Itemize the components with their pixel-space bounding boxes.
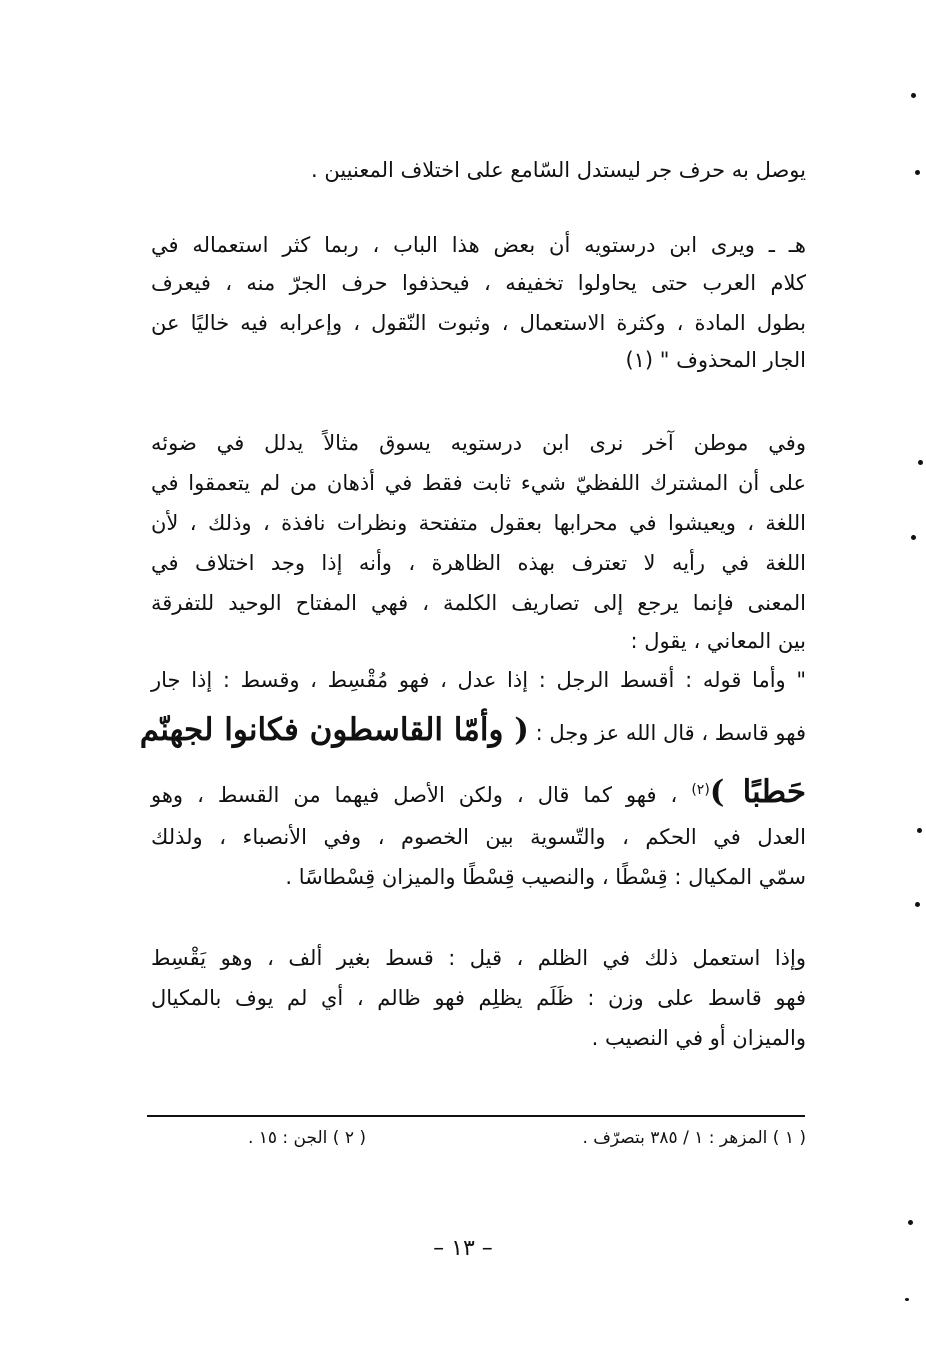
page-number: – ١٣ – — [433, 1236, 493, 1261]
quote-prefix: فهو قاسط ، قال الله عز وجل : — [535, 721, 806, 745]
scan-speck — [918, 460, 923, 465]
quote-line: " وأما قوله : أقسط الرجل : إذا عدل ، فهو مُقْسِط ، وقسط : إذا جار — [151, 668, 806, 692]
scan-speck — [911, 93, 916, 98]
footnote-ref-2: (٢) — [691, 782, 710, 798]
quote-verse-line — [139, 712, 806, 748]
paragraph-zulm-line: والميزان أو في النصيب . — [591, 1026, 806, 1050]
scan-speck — [915, 170, 920, 175]
quote-line: سمّي المكيال : قِسْطًا ، والنصيب قِسْطًا والميزان قِسْطاسًا . — [285, 865, 806, 889]
quote-verse-line-2 — [151, 775, 806, 810]
paragraph-other-line: وفي موطن آخر نرى ابن درستويه يسوق مثالاً يدلل في ضوئه — [151, 431, 806, 455]
paragraph-zulm-line: فهو قاسط على وزن : ظَلَم يظلِم فهو ظالم ، أي لم يوف بالمكيال — [151, 986, 806, 1010]
paragraph-he-line: بطول المادة ، وكثرة الاستعمال ، وثبوت النّقول ، وإعرابه فيه خاليًا عن — [151, 311, 806, 335]
paragraph-other-line: المعنى فإنما يرجع إلى تصاريف الكلمة ، فهي المفتاح الوحيد للتفرقة — [151, 591, 806, 615]
scan-speck — [917, 828, 922, 833]
quote-line: العدل في الحكم ، والتّسوية بين الخصوم ، وفي الأنصباء ، ولذلك — [151, 825, 806, 849]
scan-speck — [905, 1298, 909, 1301]
quran-verse-part1: ( وأمّا القاسطون فكانوا لجهنّم — [139, 712, 529, 748]
paragraph-other-line: اللغة ، ويعيشوا في محرابها بعقول متفتحة ونظرات نافذة ، وذلك ، لأن — [151, 511, 806, 535]
quote-continuation: ، فهو كما قال ، ولكن الأصل فيهما من القسط ، وهو — [151, 783, 678, 807]
paragraph-other-line: بين المعاني ، يقول : — [630, 629, 806, 653]
paragraph-other-line: اللغة في رأيه لا تعترف بهذه الظاهرة ، وأنه إذا وجد اختلاف في — [151, 551, 806, 575]
quran-verse-part2: حَطبًا ) — [709, 774, 806, 810]
paragraph-he-line: كلام العرب حتى يحاولوا تخفيفه ، فيحذفوا حرف الجرّ منه ، فيعرف — [151, 271, 806, 295]
intro-line: يوصل به حرف جر ليستدل السّامع على اختلاف المعنيين . — [310, 158, 806, 182]
footnote-2: ( ٢ ) الجن : ١٥ . — [247, 1128, 366, 1148]
scan-speck — [908, 1220, 913, 1225]
footnote-1: ( ١ ) المزهر : ١ / ٣٨٥ بتصرّف . — [582, 1128, 806, 1148]
scan-speck — [911, 535, 916, 540]
paragraph-he-line: هـ ـ ويرى ابن درستويه أن بعض هذا الباب ، ربما كثر استعماله في — [151, 233, 806, 257]
paragraph-other-line: على أن المشترك اللفظيّ شيء ثابت فقط في أذهان من لم يتعمقوا في — [151, 471, 806, 495]
paragraph-zulm-line: وإذا استعمل ذلك في الظلم ، قيل : قسط بغير ألف ، وهو يَقْسِط — [151, 946, 806, 970]
scan-speck — [915, 902, 920, 907]
footnote-divider — [147, 1115, 805, 1117]
paragraph-he-line: الجار المحذوف " (١) — [625, 348, 806, 372]
